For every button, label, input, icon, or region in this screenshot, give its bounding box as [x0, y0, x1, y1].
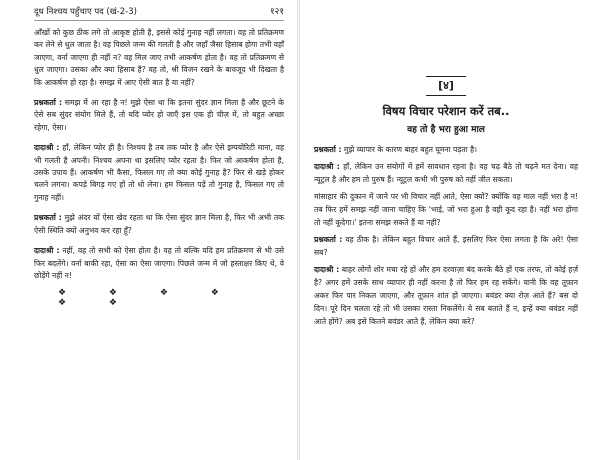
paragraph-text: हाँ, लेकिन उन संयोगों में हमें सावधान रहना है। वह चढ़ बैठे तो चढ़ने मत देना। वह न्यूट्रल है और हम तो पुरुष हैं। न्यूट्रल कभी भी पुरुष को नहीं जीत सकता।: [314, 162, 578, 184]
paragraph-text: आँखों को कुछ ठीक लगे तो आकृष्ट होती है, इससे कोई गुनाह नहीं लगता। वह तो प्रतिक्रमण कर लेने से धुल जाता है। वह पिछले जन्म की गलती है और जहाँ जैसा हिसाब होगा तभी वहाँ जाएगा, वर्ना जाएगा ही नहीं न? वह मिल जाए तभी आकर्षण होता है। वह तो प्रतिक्रमण से धुल जाएगा। उसका और क्या हिसाब है? वह तो, श्री विजन रखने के बावजूद भी दिखता है कि आकर्षण हो रहा है। समझ में आए ऐसी बात है या नहीं?: [34, 28, 284, 87]
paragraph-text: नहीं, वह तो सभी को ऐसा होता है। वह तो बल्कि यदि हम प्रतिक्रमण से भी उसे फिर बदलेंगे। वर्ना बाकी रहा, ऐसा का ऐसा जाएगा। पिछले जन्म में जो हस्ताक्षर किए थे, वे छोड़ेंगे नहीं न!: [34, 246, 284, 280]
left-page: [0, 0, 298, 460]
chapter-number: [४]: [426, 76, 466, 96]
speaker-label: दादाश्री :: [34, 246, 60, 256]
speaker-label: प्रश्नकर्ता :: [314, 235, 343, 244]
paragraph-text: समझ में आ रहा है न! मुझे ऐसा था कि इतना सुंदर ज्ञान मिला है और छूटने के ऐसे सब सुंदर संयोग मिले हैं, तो यदि प्योर हो जाएँ इस एक ही चीज़ में, तो बहुत अच्छा रहेगा, ऐसा।: [34, 98, 284, 132]
paragraph-text: मुझे व्यापार के कारण बाहर बहुत घूमना पड़ता है।: [343, 145, 478, 154]
running-head: दूध निश्चय पहुँचाए पद (खं-2-3): [34, 7, 137, 17]
dialogue-paragraph: [34, 245, 284, 282]
dialogue-paragraph: [314, 263, 578, 328]
left-page-header: [34, 6, 284, 21]
paragraph: [314, 190, 578, 229]
dialogue-paragraph: [314, 143, 578, 156]
paragraph-text: बाहर लोगों शोर मचा रहे हों और हम दरवाज़ा बंद करके बैठे हों एक तरफ, तो कोई हर्ज़ है? अगर हमें उसके साथ व्यापार ही नहीं करना है तो फिर हम रह सकेंगे। यानी कि वह तूफ़ान अकर फिर पार निकल जाएगा, और तूफ़ान शांत हो जाएगा। बवंडर क्या रोज़ आते हैं? बस दो दिन। पूरे दिन चलता रहे तो भी उसका रास्ता निकलेंगे। ये सब बताते हैं न, इन्हें क्या बवंडर नहीं आते होंगे? अब इसे कितने बवंडर आते हैं, लेकिन क्या करे?: [314, 265, 578, 326]
chapter-title: विषय विचार परेशान करें तब..: [382, 104, 510, 118]
paragraph-text: वह ठीक है। लेकिन बहुत विचार आते हैं, इसलिए फिर ऐसा लगता है कि अरे! ऐसा सब?: [314, 235, 579, 257]
speaker-label: दादाश्री :: [314, 162, 340, 171]
dialogue-paragraph: [34, 212, 284, 237]
page-number: १२१: [269, 7, 284, 17]
paragraph-text: मांसाहार की दुकान में जाने पर भी विचार नहीं आते, ऐसा क्यों? क्योंकि वह माल नहीं भरा है न! तब फिर हमें समझ नहीं जाना चाहिए कि 'भाई, जो भरा हुआ है वही कूद रहा है। नहीं भरा होगा तो नहीं कूदेगा।' इतना समझ सकते हैं या नहीं?: [314, 192, 578, 227]
dialogue-paragraph: [314, 160, 578, 186]
dialogue-paragraph: [34, 97, 284, 134]
right-page: [300, 0, 600, 460]
speaker-label: प्रश्नकर्ता :: [34, 98, 62, 108]
section-divider: ❖ ❖ ❖ ❖ ❖ ❖: [58, 288, 239, 309]
speaker-label: दादाश्री :: [34, 143, 60, 153]
chapter-subtitle: वह तो है भरा हुआ माल: [407, 125, 485, 135]
paragraph-text: हाँ, लेकिन प्योर ही है। निश्चय है तब तक प्योर है और ऐसे इम्पयोरिटी माना, वह भी गलती है अपनी। निश्चय अपना था इसलिए प्योर रहता है। फिर जो आकर्षण होता है, उसके उपाय हैं। आकर्षण भी कैसा, फिसल गए तो क्या कोई गुनाह है? फिर से खड़े होकर चलने लगना। कपड़े बिगड़ गए हों तो धो लेना। हम फिसल पड़ें तो गुनाह है, फिसल गए तो गुनाह नहीं।: [34, 143, 284, 202]
speaker-label: प्रश्नकर्ता :: [34, 213, 62, 223]
paragraph-text: मुझे अंदर यों ऐसा खेद रहता था कि ऐसा सुंदर ज्ञान मिला है, फिर भी अभी तक ऐसी स्थिति क्यों अनुभव कर रहा हूँ?: [34, 213, 285, 235]
speaker-label: दादाश्री :: [314, 265, 340, 274]
paragraph: [34, 27, 284, 89]
speaker-label: प्रश्नकर्ता :: [314, 145, 342, 154]
dialogue-paragraph: [34, 142, 284, 204]
dialogue-paragraph: [314, 233, 578, 259]
